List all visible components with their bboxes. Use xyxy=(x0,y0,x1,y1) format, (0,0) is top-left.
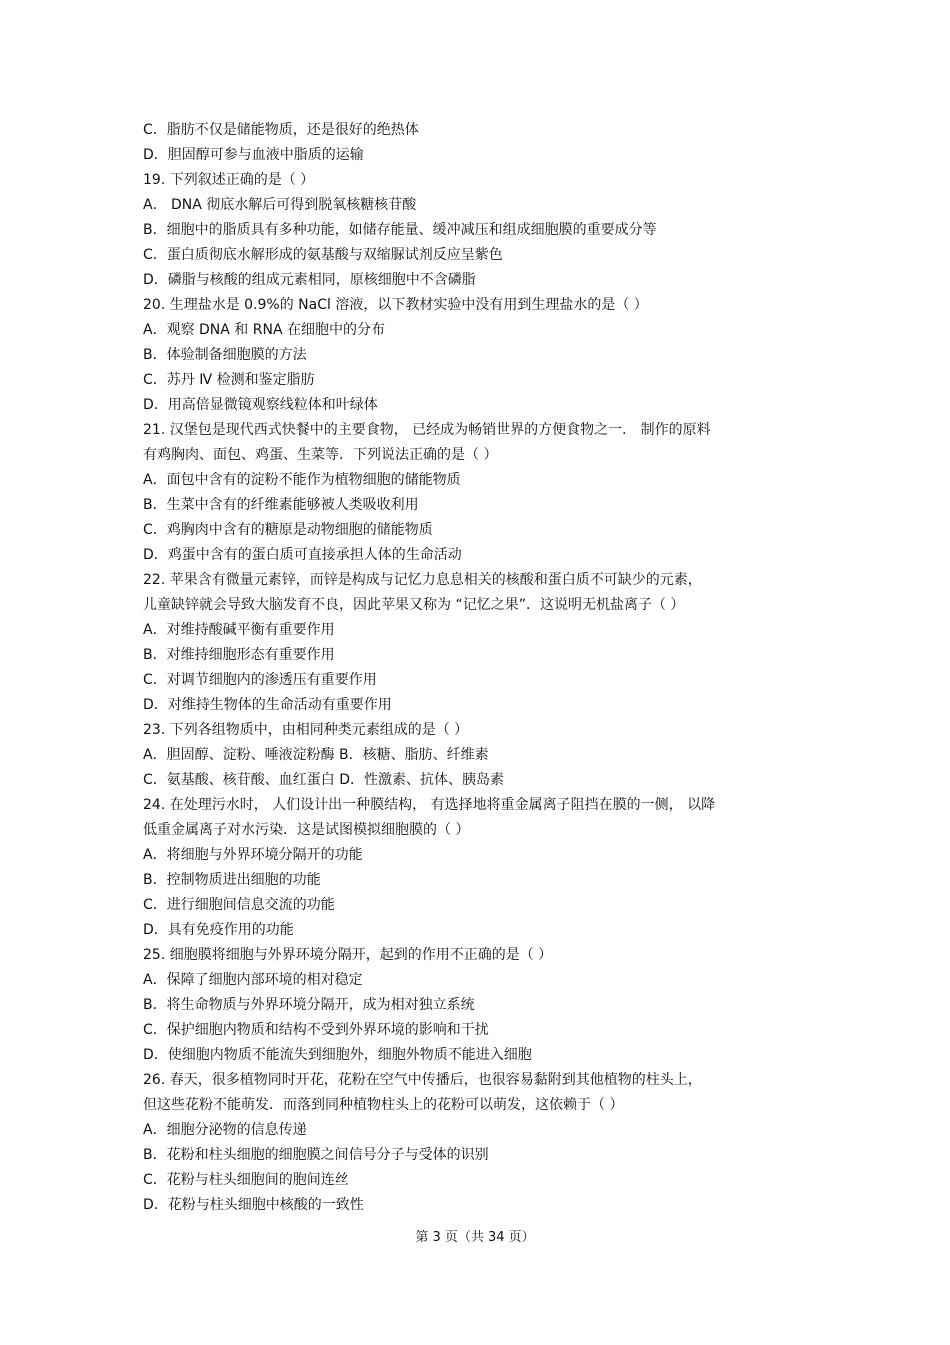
text-line: C．进行细胞间信息交流的功能 xyxy=(143,897,335,913)
text-line: A．对维持酸碱平衡有重要作用 xyxy=(143,622,335,638)
text-line: A．细胞分泌物的信息传递 xyxy=(143,1122,307,1138)
text-line: C．对调节细胞内的渗透压有重要作用 xyxy=(143,672,377,688)
text-line: 23. 下列各组物质中，由相同种类元素组成的是（ ） xyxy=(143,722,469,738)
text-line: A． DNA 彻底水解后可得到脱氧核糖核苷酸 xyxy=(143,197,417,213)
text-line: D．鸡蛋中含有的蛋白质可直接承担人体的生命活动 xyxy=(143,547,462,563)
text-line: A．面包中含有的淀粉不能作为植物细胞的储能物质 xyxy=(143,472,461,488)
text-line: D．花粉与柱头细胞中核酸的一致性 xyxy=(143,1197,364,1213)
text-line: B．细胞中的脂质具有多种功能，如储存能量、缓冲减压和组成细胞膜的重要成分等 xyxy=(143,222,657,238)
text-line: C．花粉与柱头细胞间的胞间连丝 xyxy=(143,1172,349,1188)
text-line: D．胆固醇可参与血液中脂质的运输 xyxy=(143,147,364,163)
text-line: 但这些花粉不能萌发．而落到同种植物柱头上的花粉可以萌发，这依赖于（ ） xyxy=(143,1097,624,1113)
text-line: C．保护细胞内物质和结构不受到外界环境的影响和干扰 xyxy=(143,1022,489,1038)
text-line: 22. 苹果含有微量元素锌，而锌是构成与记忆力息息相关的核酸和蛋白质不可缺少的元素， xyxy=(143,572,702,588)
text-line: 低重金属离子对水污染．这是试图模拟细胞膜的（ ） xyxy=(143,822,470,838)
page-footer: 第 3 页（共 34 页） xyxy=(415,1230,535,1245)
text-line: A．胆固醇、淀粉、唾液淀粉酶 B．核糖、脂肪、纤维素 xyxy=(143,747,489,763)
text-line: C．氨基酸、核苷酸、血红蛋白 D．性激素、抗体、胰岛素 xyxy=(143,772,505,788)
text-line: 24. 在处理污水时， 人们设计出一种膜结构， 有选择地将重金属离子阻挡在膜的一侧， 以降 xyxy=(143,797,716,813)
text-line: 21. 汉堡包是现代西式快餐中的主要食物， 已经成为畅销世界的方便食物之一． 制作的原料 xyxy=(143,422,711,438)
text-line: B．体验制备细胞膜的方法 xyxy=(143,347,307,363)
text-line: 26. 春天，很多植物同时开花，花粉在空气中传播后，也很容易黏附到其他植物的柱头上， xyxy=(143,1072,702,1088)
text-line: A．将细胞与外界环境分隔开的功能 xyxy=(143,847,363,863)
text-line: 儿童缺锌就会导致大脑发育不良，因此苹果又称为 “记忆之果”．这说明无机盐离子（ ） xyxy=(143,597,685,613)
text-line: D．磷脂与核酸的组成元素相同，原核细胞中不含磷脂 xyxy=(143,272,476,288)
text-line: A．观察 DNA 和 RNA 在细胞中的分布 xyxy=(143,322,385,338)
page-content xyxy=(143,118,813,1218)
text-line: B．控制物质进出细胞的功能 xyxy=(143,872,321,888)
text-line: C．苏丹 Ⅳ 检测和鉴定脂肪 xyxy=(143,372,315,388)
text-line: D．使细胞内物质不能流失到细胞外，细胞外物质不能进入细胞 xyxy=(143,1047,532,1063)
text-line: A．保障了细胞内部环境的相对稳定 xyxy=(143,972,363,988)
text-line: C．鸡胸肉中含有的糖原是动物细胞的储能物质 xyxy=(143,522,433,538)
text-line: B．将生命物质与外界环境分隔开，成为相对独立系统 xyxy=(143,997,475,1013)
text-line: C．蛋白质彻底水解形成的氨基酸与双缩脲试剂反应呈紫色 xyxy=(143,247,503,263)
text-line: B．生菜中含有的纤维素能够被人类吸收利用 xyxy=(143,497,419,513)
text-line: 20. 生理盐水是 0.9%的 NaCl 溶液，以下教材实验中没有用到生理盐水的是（ ） xyxy=(143,297,648,313)
text-line: 19. 下列叙述正确的是（ ） xyxy=(143,172,315,188)
text-line: 25. 细胞膜将细胞与外界环境分隔开，起到的作用不正确的是（ ） xyxy=(143,947,553,963)
text-line: D．用高倍显微镜观察线粒体和叶绿体 xyxy=(143,397,378,413)
text-line: B．花粉和柱头细胞的细胞膜之间信号分子与受体的识别 xyxy=(143,1147,489,1163)
text-line: C．脂肪不仅是储能物质，还是很好的绝热体 xyxy=(143,122,419,138)
text-line: B．对维持细胞形态有重要作用 xyxy=(143,647,335,663)
text-line: 有鸡胸肉、面包、鸡蛋、生菜等．下列说法正确的是（ ） xyxy=(143,447,498,463)
text-line: D．对维持生物体的生命活动有重要作用 xyxy=(143,697,392,713)
text-line: D．具有免疫作用的功能 xyxy=(143,922,294,938)
